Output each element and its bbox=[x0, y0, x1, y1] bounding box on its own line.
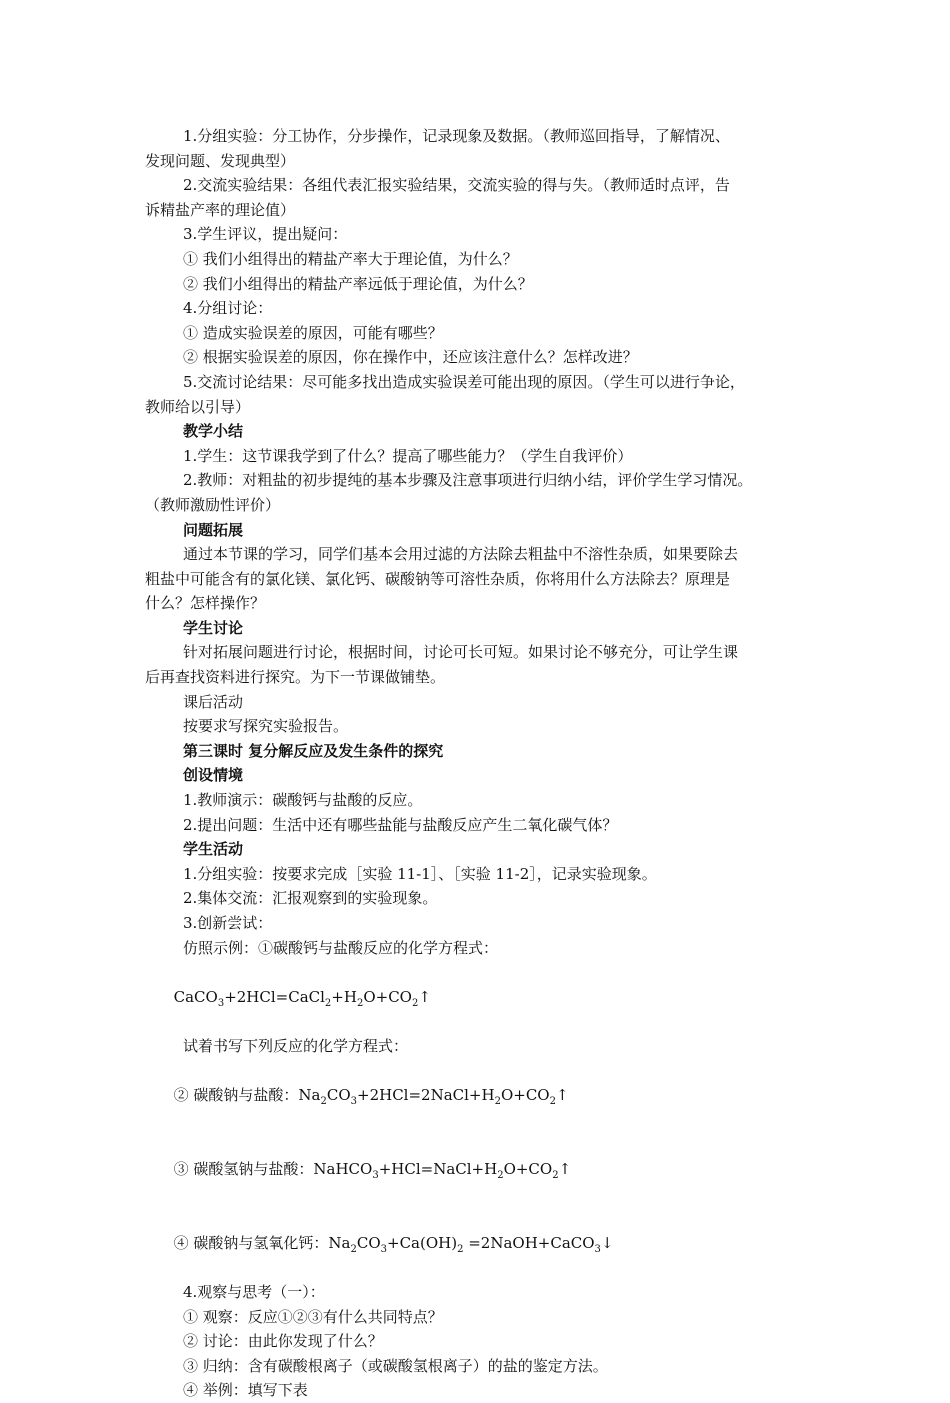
equation-line bbox=[145, 1206, 825, 1280]
eq-part: +H bbox=[331, 987, 357, 1006]
text-line: ① 观察：反应①②③有什么共同特点？ bbox=[183, 1307, 443, 1326]
text-line: 粗盐中可能含有的氯化镁、氯化钙、碳酸钠等可溶性杂质，你将用什么方法除去？原理是 bbox=[145, 569, 731, 588]
eq-part: +Ca(OH) bbox=[387, 1233, 458, 1252]
document-body bbox=[145, 124, 825, 1403]
text-line: 试着书写下列反应的化学方程式： bbox=[183, 1036, 409, 1055]
eq-sub: 2 bbox=[552, 1169, 559, 1181]
text-line: 1.学生：这节课我学到了什么？提高了哪些能力？（学生自我评价） bbox=[183, 446, 633, 465]
equation-line bbox=[145, 1059, 825, 1133]
text-line: （教师激励性评价） bbox=[145, 495, 281, 514]
text-line: 教师给以引导） bbox=[145, 397, 251, 416]
gas-arrow: ↑ bbox=[558, 1159, 572, 1178]
text-line: 2.交流实验结果：各组代表汇报实验结果，交流实验的得与失。（教师适时点评，告 bbox=[183, 176, 730, 195]
text-line: 4.分组讨论： bbox=[183, 299, 273, 318]
eq-sub: 3 bbox=[372, 1169, 379, 1181]
eq-sub: 2 bbox=[324, 997, 332, 1009]
eq-sub: 3 bbox=[350, 1096, 357, 1108]
text-line: 4.观察与思考（一）： bbox=[183, 1282, 325, 1301]
text-line: 什么？怎样操作？ bbox=[145, 594, 266, 613]
eq-sub: 3 bbox=[217, 997, 225, 1009]
eq-part: +2HCl=2NaCl+H bbox=[357, 1086, 495, 1105]
text-line: ① 造成实验误差的原因，可能有哪些？ bbox=[183, 323, 443, 342]
eq-sub: 2 bbox=[497, 1169, 504, 1181]
eq-sub: 3 bbox=[594, 1243, 601, 1255]
text-line: ② 讨论：由此你发现了什么？ bbox=[183, 1332, 383, 1351]
text-line: 诉精盐产率的理论值） bbox=[145, 200, 296, 219]
text-line: 1.分组实验：分工协作，分步操作，记录现象及数据。（教师巡回指导，了解情况、 bbox=[183, 127, 730, 145]
section-heading: 学生活动 bbox=[183, 840, 244, 859]
text-line: ③ 归纳：含有碳酸根离子（或碳酸氢根离子）的盐的鉴定方法。 bbox=[183, 1356, 608, 1375]
equation-line bbox=[145, 1132, 825, 1206]
eq-sub: 2 bbox=[411, 997, 419, 1009]
eq-sub: 2 bbox=[457, 1243, 464, 1255]
eq-sub: 3 bbox=[380, 1243, 387, 1255]
eq-part: O+CO bbox=[503, 1159, 553, 1178]
text-line: 仿照示例：①碳酸钙与盐酸反应的化学方程式： bbox=[183, 938, 499, 957]
text-line: 通过本节课的学习，同学们基本会用过滤的方法除去粗盐中不溶性杂质，如果要除去 bbox=[183, 545, 739, 564]
eq-part: NaHCO bbox=[313, 1159, 373, 1178]
gas-arrow: ↑ bbox=[555, 1086, 569, 1105]
text-line: 2.教师：对粗盐的初步提纯的基本步骤及注意事项进行归纳小结，评价学生学习情况。 bbox=[183, 471, 753, 490]
eq-sub: 2 bbox=[320, 1096, 327, 1108]
text-line: 针对拓展问题进行讨论，根据时间，讨论可长可短。如果讨论不够充分，可让学生课 bbox=[183, 643, 739, 662]
text-line: 后再查找资料进行探究。为下一节课做铺垫。 bbox=[145, 668, 446, 687]
section-heading: 问题拓展 bbox=[183, 520, 244, 539]
eq-part: +HCl=NaCl+H bbox=[378, 1159, 498, 1178]
text-line: 1.分组实验：按要求完成［实验 11-1］、［实验 11-2］，记录实验现象。 bbox=[183, 864, 657, 883]
text-line: 2.提出问题：生活中还有哪些盐能与盐酸反应产生二氧化碳气体？ bbox=[183, 815, 618, 834]
text-line: 1.教师演示：碳酸钙与盐酸的反应。 bbox=[183, 791, 423, 810]
text-line: ② 我们小组得出的精盐产率远低于理论值，为什么？ bbox=[183, 274, 533, 293]
text-line: 3.创新尝试： bbox=[183, 914, 273, 932]
section-heading: 教学小结 bbox=[183, 422, 244, 441]
eq-part: O+CO bbox=[363, 987, 412, 1006]
text-line: ④ 举例：填写下表 bbox=[183, 1381, 308, 1400]
eq-sub: 2 bbox=[350, 1243, 357, 1255]
eq-part: CO bbox=[356, 1233, 381, 1252]
eq-part: =2NaOH+CaCO bbox=[463, 1233, 595, 1252]
eq-label: ② 碳酸钠与盐酸： bbox=[173, 1086, 299, 1105]
eq-label: ④ 碳酸钠与氢氧化钙： bbox=[173, 1233, 329, 1252]
section-heading: 创设情境 bbox=[183, 766, 244, 785]
eq-label: ③ 碳酸氢钠与盐酸： bbox=[173, 1159, 314, 1178]
eq-part: O+CO bbox=[500, 1086, 550, 1105]
eq-sub: 2 bbox=[494, 1096, 501, 1108]
text-line: 课后活动 bbox=[183, 692, 244, 711]
section-heading: 学生讨论 bbox=[183, 618, 244, 637]
eq-part: CaCO bbox=[173, 987, 218, 1006]
text-line: 5.交流讨论结果：尽可能多找出造成实验误差可能出现的原因。（学生可以进行争论， bbox=[183, 372, 745, 391]
eq-part: +2HCl=CaCl bbox=[224, 987, 325, 1006]
text-line: 3.学生评议，提出疑问： bbox=[183, 225, 348, 244]
text-line: 按要求写探究实验报告。 bbox=[183, 717, 349, 736]
eq-sub: 2 bbox=[356, 997, 364, 1009]
text-line: 2.集体交流：汇报观察到的实验现象。 bbox=[183, 889, 438, 908]
lesson-heading: 第三课时 复分解反应及发生条件的探究 bbox=[183, 741, 444, 760]
equation-line bbox=[145, 960, 825, 1034]
eq-part: Na bbox=[298, 1086, 321, 1105]
gas-arrow: ↑ bbox=[418, 987, 431, 1006]
text-line: 发现问题、发现典型） bbox=[145, 151, 296, 170]
text-line: ① 我们小组得出的精盐产率大于理论值，为什么？ bbox=[183, 249, 518, 268]
precipitate-arrow: ↓ bbox=[600, 1233, 614, 1252]
eq-part: CO bbox=[326, 1086, 351, 1105]
eq-sub: 2 bbox=[549, 1096, 556, 1108]
eq-part: Na bbox=[328, 1233, 351, 1252]
text-line: ② 根据实验误差的原因，你在操作中，还应该注意什么？怎样改进？ bbox=[183, 348, 638, 367]
